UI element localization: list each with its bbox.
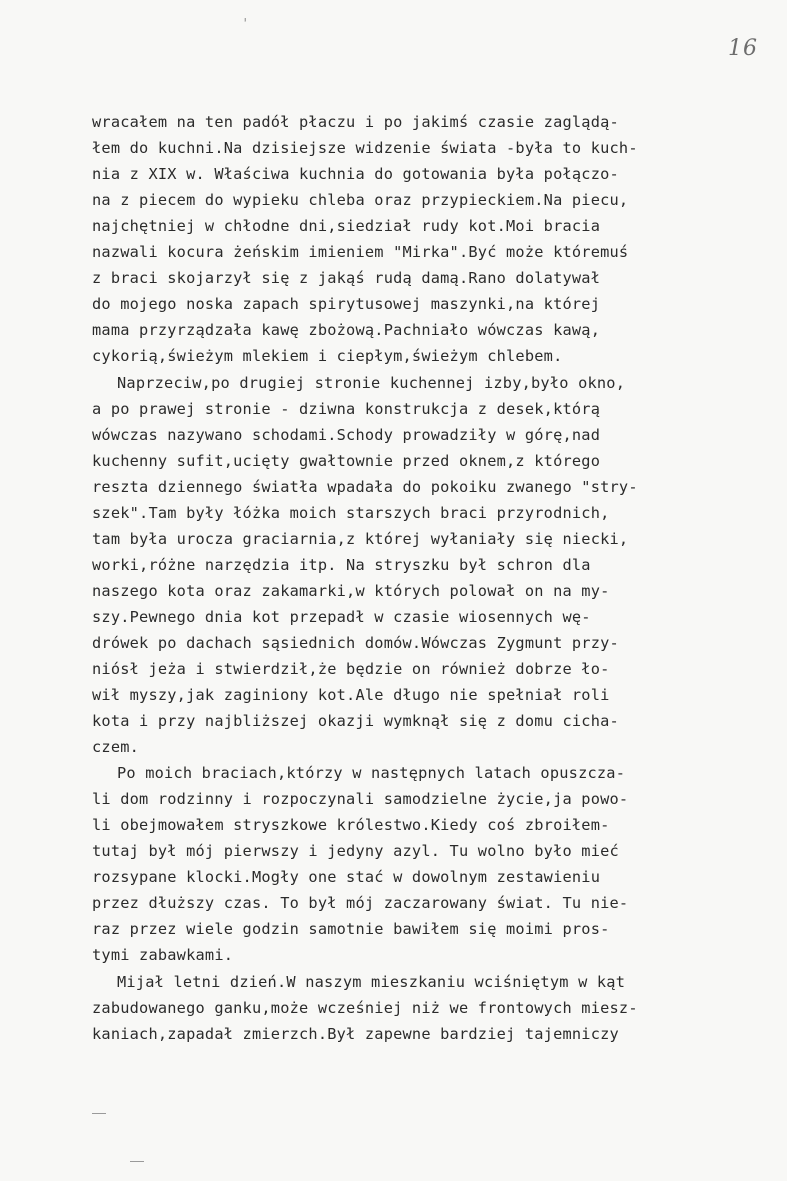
text-line: tymi zabawkami. [92,946,234,964]
text-line: mama przyrządzała kawę zbożową.Pachniało wówczas kawą, [92,321,601,339]
text-line: nia z XIX w. Właściwa kuchnia do gotowania była połączo- [92,165,619,183]
text-line: niósł jeża i stwierdził,że będzie on również dobrze ło- [92,660,610,678]
text-line: cykorią,świeżym mlekiem i ciepłym,świeżym chlebem. [92,347,563,365]
text-line: tam była urocza graciarnia,z której wyłaniały się niecki, [92,530,629,548]
text-line: wracałem na ten padół płaczu i po jakimś czasie zaglądą- [92,113,619,131]
text-line: na z piecem do wypieku chleba oraz przypieckiem.Na piecu, [92,191,629,209]
top-tick-mark: י [244,14,247,27]
text-line: łem do kuchni.Na dzisiejsze widzenie świata -była to kuch- [92,139,638,157]
text-line: z braci skojarzył się z jakąś rudą damą.Rano dolatywał [92,269,601,287]
text-line: Mijał letni dzień.W naszym mieszkaniu wciśniętym w kąt [117,973,626,991]
text-line: zabudowanego ganku,może wcześniej niż we frontowych miesz- [92,999,638,1017]
text-line: czem. [92,738,140,756]
text-line: szek".Tam były łóżka moich starszych braci przyrodnich, [92,504,610,522]
text-line: nazwali kocura żeńskim imieniem "Mirka".Być może któremuś [92,243,629,261]
text-line: rozsypane klocki.Mogły one stać w dowolnym zestawieniu [92,868,601,886]
text-line: wówczas nazywano schodami.Schody prowadziły w górę,nad [92,426,601,444]
text-line: szy.Pewnego dnia kot przepadł w czasie wiosennych wę- [92,608,591,626]
text-line: przez dłuższy czas. To był mój zaczarowany świat. Tu nie- [92,894,629,912]
text-line: reszta dziennego światła wpadała do pokoiku zwanego "stry- [92,478,638,496]
text-line: raz przez wiele godzin samotnie bawiłem się moimi pros- [92,920,610,938]
text-line: Po moich braciach,którzy w następnych latach opuszcza- [117,764,626,782]
text-line: a po prawej stronie - dziwna konstrukcja z desek,którą [92,400,601,418]
text-line: do mojego noska zapach spirytusowej maszynki,na której [92,295,601,313]
text-line: kaniach,zapadał zmierzch.Był zapewne bardziej tajemniczy [92,1025,619,1043]
text-line: naszego kota oraz zakamarki,w których polował on na my- [92,582,610,600]
text-line: drówek po dachach sąsiednich domów.Wówczas Zygmunt przy- [92,634,619,652]
page-number: 16 [728,36,758,61]
text-line: kuchenny sufit,ucięty gwałtownie przed oknem,z którego [92,452,601,470]
margin-dash [92,1113,106,1114]
text-line: tutaj był mój pierwszy i jedyny azyl. Tu wolno było mieć [92,842,619,860]
text-line: li obejmowałem stryszkowe królestwo.Kiedy coś zbroiłem- [92,816,610,834]
text-line: worki,różne narzędzia itp. Na stryszku był schron dla [92,556,591,574]
margin-dash [130,1161,144,1162]
text-line: najchętniej w chłodne dni,siedział rudy kot.Moi bracia [92,217,601,235]
text-line: Naprzeciw,po drugiej stronie kuchennej izby,było okno, [117,374,626,392]
text-line: wił myszy,jak zaginiony kot.Ale długo nie spełniał roli [92,686,610,704]
text-line: kota i przy najbliższej okazji wymknął się z domu cicha- [92,712,619,730]
text-line: li dom rodzinny i rozpoczynali samodzielne życie,ja powo- [92,790,629,808]
